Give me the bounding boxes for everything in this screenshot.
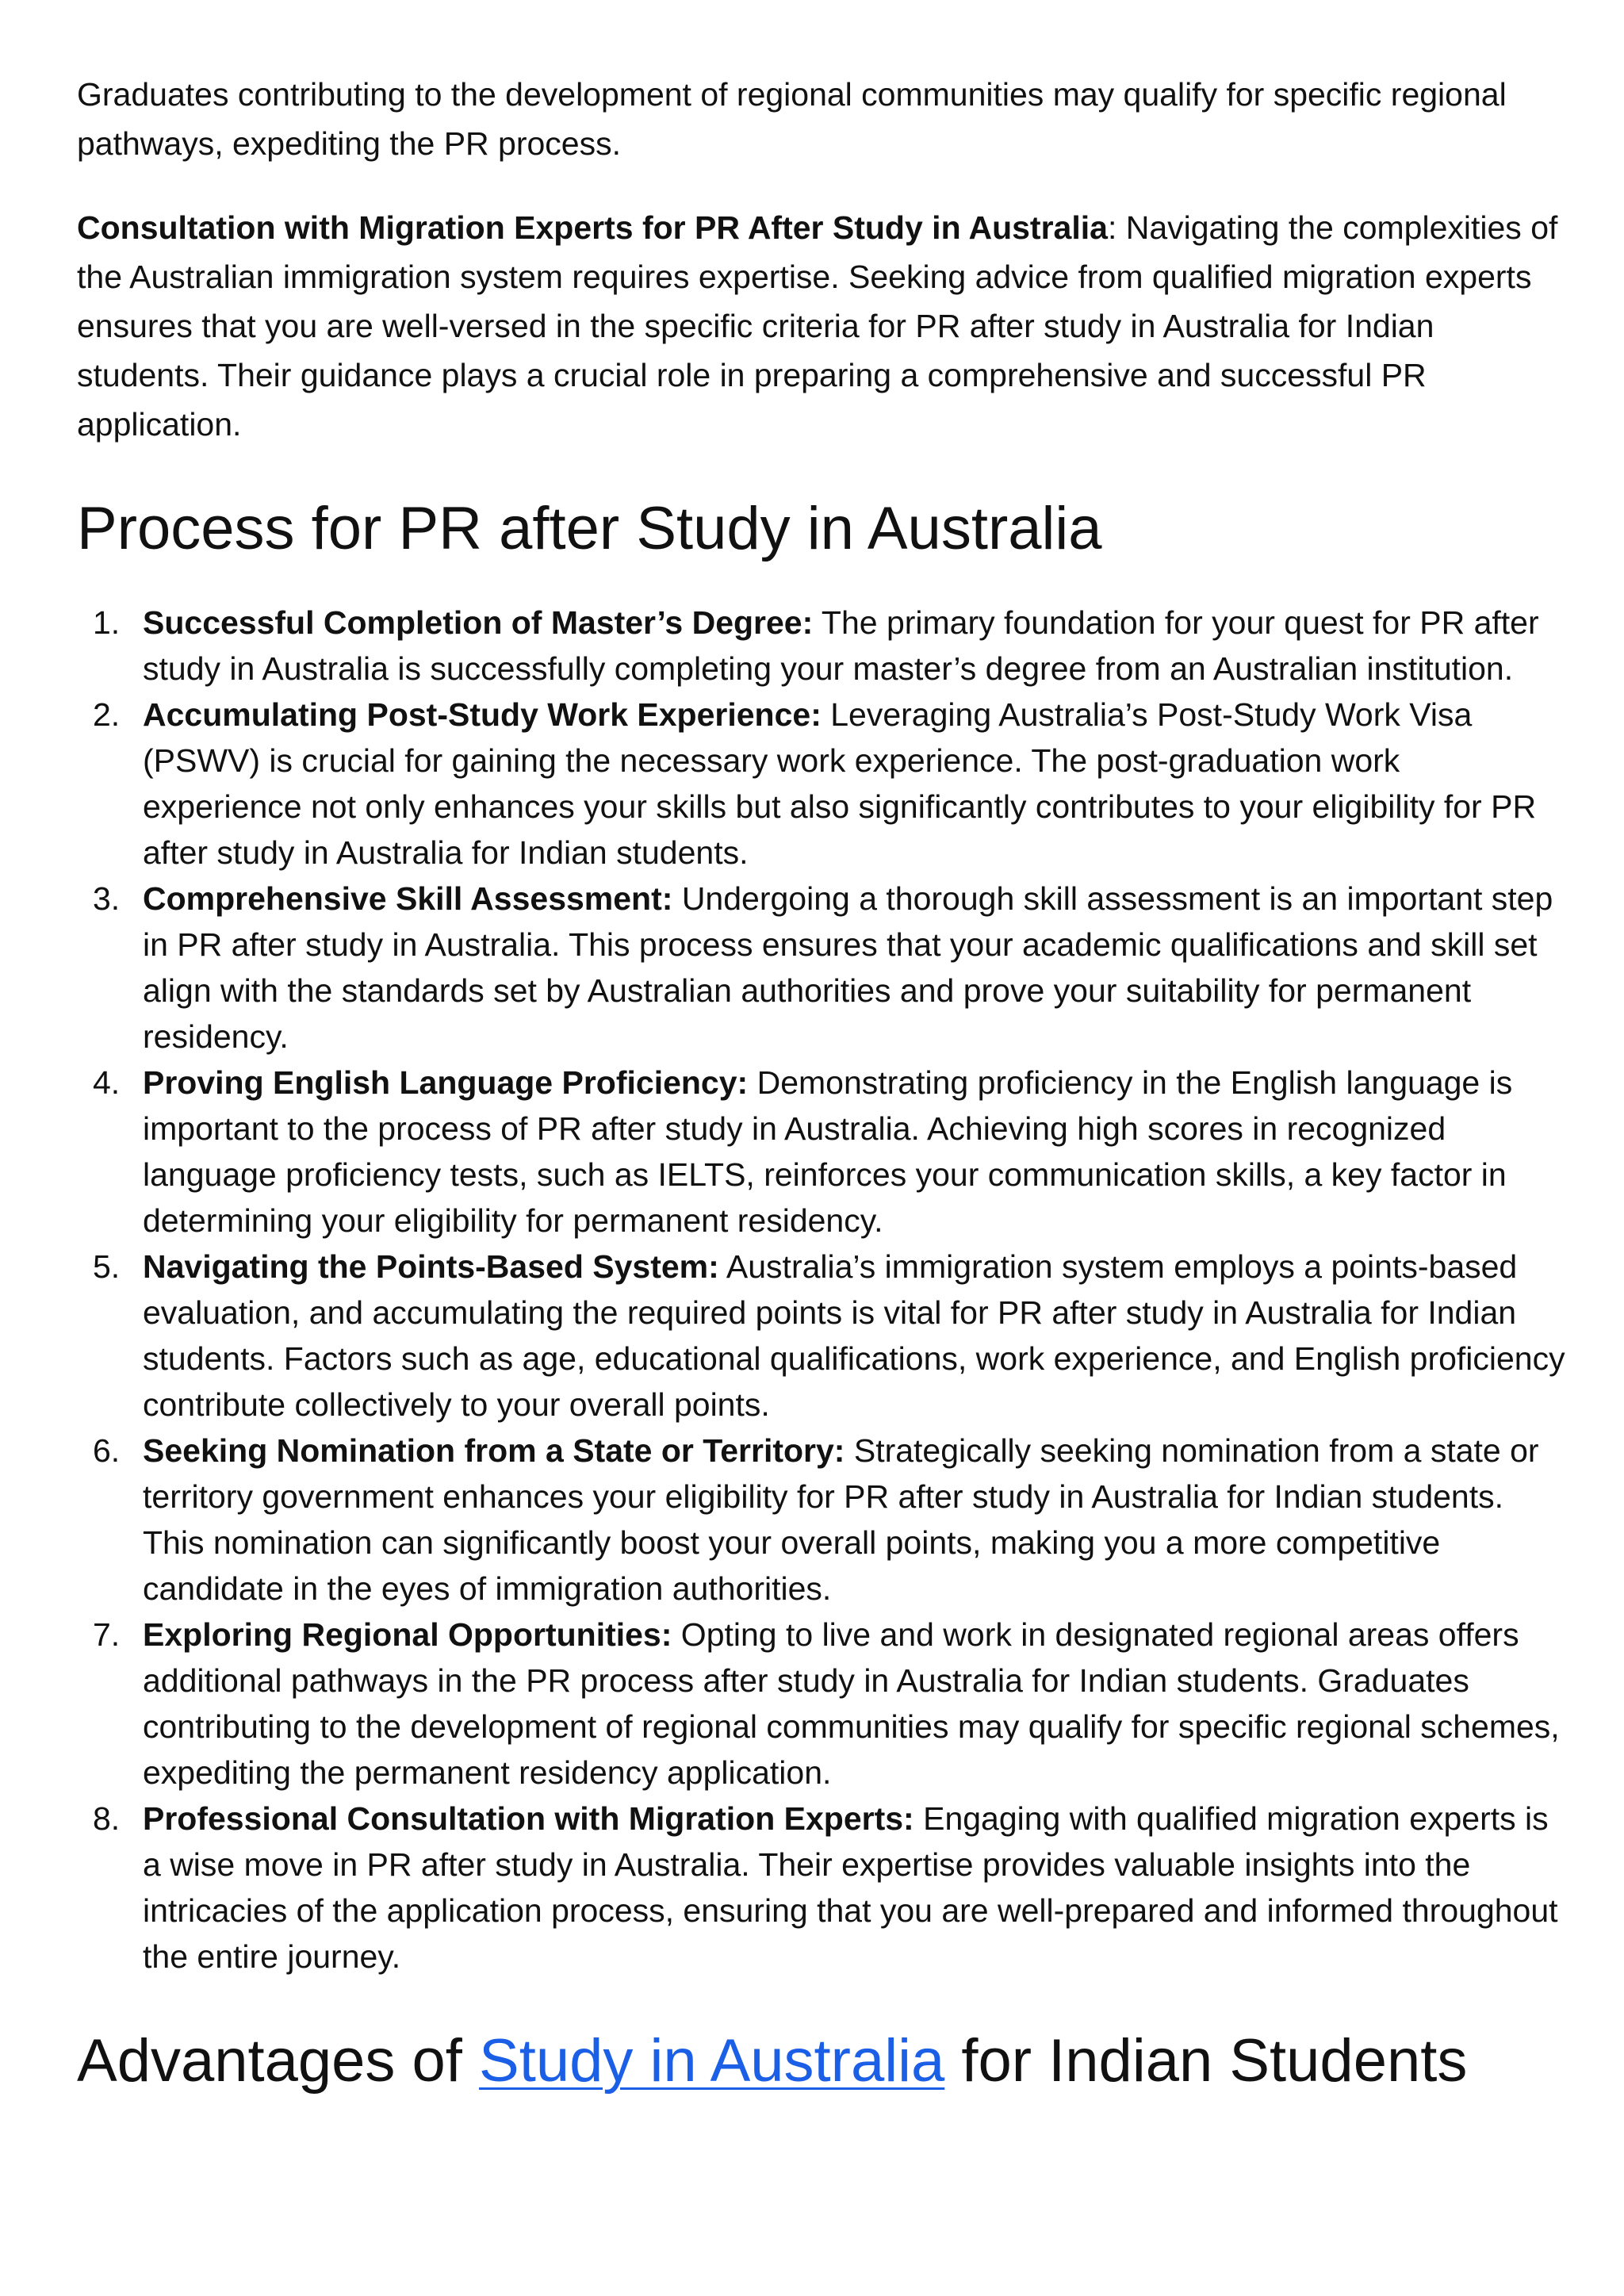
step-number: 1. — [93, 604, 121, 641]
step-number: 8. — [93, 1800, 121, 1837]
step-text: Engaging with qualified migration experts is a wise move in PR after study in Australia. Their expertise provides valuable insights into the intricacies of the application process, ensuring that you are well-prepared and informed throughout the entire journey. — [143, 1800, 1558, 1975]
process-step — [77, 876, 1568, 1060]
step-number: 5. — [93, 1248, 121, 1285]
step-number: 4. — [93, 1064, 121, 1101]
consultation-paragraph — [77, 203, 1568, 449]
step-number: 6. — [93, 1432, 121, 1469]
intro-paragraph-text: Graduates contributing to the development of regional communities may qualify for specific regional pathways, expediting the PR process. — [77, 76, 1507, 162]
process-step — [77, 1612, 1568, 1796]
step-title: Professional Consultation with Migration Experts: — [143, 1800, 914, 1837]
step-title: Accumulating Post-Study Work Experience: — [143, 696, 822, 733]
process-step — [77, 1244, 1568, 1428]
step-title: Exploring Regional Opportunities: — [143, 1616, 672, 1653]
step-title: Proving English Language Proficiency: — [143, 1064, 749, 1101]
step-number: 2. — [93, 696, 121, 733]
advantages-heading-prefix: Advantages of — [77, 2027, 480, 2095]
step-number: 3. — [93, 880, 121, 917]
step-text: Strategically seeking nomination from a state or territory government enhances your eligibility for PR after study in Australia for Indian students. This nomination can significantly boost your overall points, making you a more competitive candidate in the eyes of immigration authorities. — [143, 1432, 1539, 1607]
process-step — [77, 1060, 1568, 1244]
step-text: Undergoing a thorough skill assessment is an important step in PR after study in Australia. This process ensures that your academic qualifications and skill set align with the standards set by Australian authorities and prove your suitability for permanent residency. — [143, 880, 1553, 1055]
step-title: Comprehensive Skill Assessment: — [143, 880, 673, 917]
step-title: Seeking Nomination from a State or Territory: — [143, 1432, 845, 1469]
process-step — [77, 600, 1568, 692]
advantages-heading-suffix: for Indian Students — [944, 2027, 1468, 2095]
process-steps-list — [77, 600, 1568, 1980]
step-title: Successful Completion of Master’s Degree: — [143, 604, 814, 641]
intro-paragraph — [77, 70, 1568, 168]
consultation-paragraph-text: : Navigating the complexities of the Australian immigration system requires expertise. Seeking advice from qualified migration experts ensures that you are well-versed in the specific criteria for PR after study in Australia for Indian students. Their guidance plays a crucial role in preparing a comprehensive and successful PR application. — [77, 209, 1558, 443]
step-number: 7. — [93, 1616, 121, 1653]
process-step — [77, 1428, 1568, 1612]
step-title: Navigating the Points-Based System: — [143, 1248, 719, 1285]
process-step — [77, 1796, 1568, 1980]
step-text: The primary foundation for your quest for PR after study in Australia is successfully completing your master’s degree from an Australian institution. — [143, 604, 1539, 687]
consultation-paragraph-title: Consultation with Migration Experts for PR After Study in Australia — [77, 209, 1108, 246]
step-text: Leveraging Australia’s Post-Study Work Visa (PSWV) is crucial for gaining the necessary work experience. The post-graduation work experience not only enhances your skills but also significantly contributes to your eligibility for PR after study in Australia for Indian students. — [143, 696, 1537, 871]
step-text: Demonstrating proficiency in the English language is important to the process of PR after study in Australia. Achieving high scores in recognized language proficiency tests, such as IELTS, reinforces your communication skills, a key factor in determining your eligibility for permanent residency. — [143, 1064, 1513, 1239]
document-page — [77, 70, 1568, 2097]
process-heading: Process for PR after Study in Australia — [77, 495, 1102, 562]
step-text: Opting to live and work in designated regional areas offers additional pathways in the PR process after study in Australia for Indian students. Graduates contributing to the development of regional communities may qualify for specific regional schemes, expediting the permanent residency application. — [143, 1616, 1560, 1791]
study-in-australia-link[interactable]: Study in Australia — [479, 2027, 945, 2095]
advantages-heading — [77, 2026, 1568, 2097]
process-step — [77, 692, 1568, 876]
step-text: Australia’s immigration system employs a points-based evaluation, and accumulating the required points is vital for PR after study in Australia for Indian students. Factors such as age, educational qualifications, work experience, and English proficiency contribute collectively to your overall points. — [143, 1248, 1565, 1423]
